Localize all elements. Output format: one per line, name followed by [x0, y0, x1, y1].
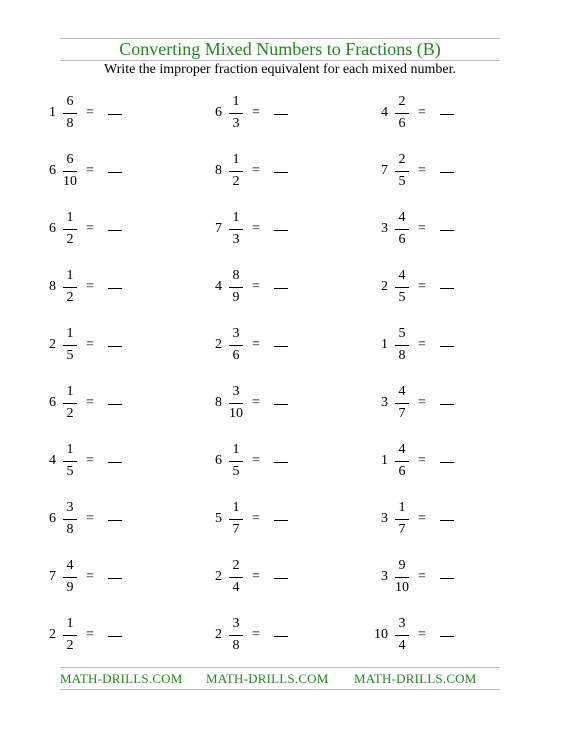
fraction: [392, 92, 412, 136]
denominator: 8: [66, 116, 74, 131]
fraction: [226, 92, 246, 136]
numerator: 8: [232, 268, 240, 283]
denominator: 8: [66, 522, 74, 537]
fraction: [226, 440, 246, 484]
fraction: [60, 614, 80, 658]
answer-blank: [108, 230, 122, 231]
fraction: [60, 92, 80, 136]
numerator: 4: [398, 210, 406, 225]
fraction-bar: [229, 403, 243, 404]
whole-number: 8: [215, 395, 222, 410]
whole-number: 1: [381, 453, 388, 468]
mixed-number-problem: [202, 498, 332, 542]
mixed-number-problem: [36, 266, 166, 310]
mixed-number-problem: [368, 556, 498, 600]
fraction-bar: [229, 519, 243, 520]
answer-blank: [108, 404, 122, 405]
fraction-bar: [395, 229, 409, 230]
fraction-bar: [63, 635, 77, 636]
equals-sign: =: [252, 221, 260, 236]
whole-number: 6: [49, 163, 56, 178]
fraction-bar: [229, 229, 243, 230]
answer-blank: [108, 462, 122, 463]
mixed-number-problem: [202, 92, 332, 136]
equals-sign: =: [252, 105, 260, 120]
fraction: [60, 498, 80, 542]
answer-blank: [440, 636, 454, 637]
answer-blank: [108, 520, 122, 521]
whole-number: 4: [215, 279, 222, 294]
whole-number: 2: [381, 279, 388, 294]
equals-sign: =: [86, 569, 94, 584]
denominator: 10: [229, 406, 243, 421]
numerator: 3: [398, 616, 406, 631]
answer-blank: [108, 636, 122, 637]
answer-blank: [108, 114, 122, 115]
numerator: 1: [66, 268, 74, 283]
mixed-number-problem: [36, 498, 166, 542]
equals-sign: =: [418, 163, 426, 178]
answer-blank: [274, 346, 288, 347]
fraction: [392, 556, 412, 600]
fraction: [226, 150, 246, 194]
mixed-number-problem: [202, 266, 332, 310]
mixed-number-problem: [368, 92, 498, 136]
equals-sign: =: [418, 627, 426, 642]
equals-sign: =: [252, 279, 260, 294]
equals-sign: =: [86, 105, 94, 120]
numerator: 1: [66, 442, 74, 457]
denominator: 5: [398, 174, 406, 189]
denominator: 5: [232, 464, 240, 479]
answer-blank: [440, 230, 454, 231]
answer-blank: [440, 346, 454, 347]
numerator: 1: [66, 616, 74, 631]
mixed-number-problem: [368, 266, 498, 310]
equals-sign: =: [418, 511, 426, 526]
equals-sign: =: [418, 337, 426, 352]
numerator: 1: [232, 94, 240, 109]
equals-sign: =: [86, 221, 94, 236]
mixed-number-problem: [368, 498, 498, 542]
equals-sign: =: [418, 221, 426, 236]
denominator: 9: [66, 580, 74, 595]
equals-sign: =: [252, 627, 260, 642]
numerator: 2: [398, 152, 406, 167]
equals-sign: =: [418, 453, 426, 468]
fraction: [60, 208, 80, 252]
footer-divider-bottom: [60, 689, 500, 690]
fraction-bar: [63, 287, 77, 288]
mixed-number-problem: [202, 150, 332, 194]
fraction-bar: [229, 461, 243, 462]
whole-number: 6: [49, 221, 56, 236]
numerator: 1: [66, 384, 74, 399]
fraction: [392, 614, 412, 658]
fraction: [392, 382, 412, 426]
fraction-bar: [63, 577, 77, 578]
fraction: [60, 556, 80, 600]
mixed-number-problem: [202, 614, 332, 658]
numerator: 4: [66, 558, 74, 573]
answer-blank: [440, 404, 454, 405]
answer-blank: [440, 288, 454, 289]
mixed-number-problem: [368, 150, 498, 194]
numerator: 9: [398, 558, 406, 573]
fraction: [60, 150, 80, 194]
mixed-number-problem: [36, 92, 166, 136]
denominator: 3: [232, 232, 240, 247]
fraction-bar: [63, 345, 77, 346]
worksheet-instructions: Write the improper fraction equivalent for each mixed number.: [103, 62, 457, 77]
denominator: 4: [232, 580, 240, 595]
denominator: 7: [398, 522, 406, 537]
footer-brand-1: MATH-DRILLS.COM: [60, 671, 183, 686]
fraction-bar: [63, 229, 77, 230]
fraction: [60, 382, 80, 426]
numerator: 1: [398, 500, 406, 515]
answer-blank: [274, 288, 288, 289]
equals-sign: =: [418, 569, 426, 584]
answer-blank: [440, 520, 454, 521]
whole-number: 2: [215, 569, 222, 584]
equals-sign: =: [252, 337, 260, 352]
fraction-bar: [63, 403, 77, 404]
fraction-bar: [395, 113, 409, 114]
equals-sign: =: [418, 395, 426, 410]
answer-blank: [440, 172, 454, 173]
numerator: 6: [66, 94, 74, 109]
fraction-bar: [395, 635, 409, 636]
answer-blank: [274, 520, 288, 521]
whole-number: 3: [381, 511, 388, 526]
fraction-bar: [395, 519, 409, 520]
fraction: [226, 324, 246, 368]
mixed-number-problem: [368, 614, 498, 658]
numerator: 1: [66, 326, 74, 341]
equals-sign: =: [86, 163, 94, 178]
denominator: 6: [232, 348, 240, 363]
denominator: 5: [398, 290, 406, 305]
fraction-bar: [395, 403, 409, 404]
whole-number: 2: [49, 337, 56, 352]
mixed-number-problem: [36, 440, 166, 484]
numerator: 3: [232, 616, 240, 631]
whole-number: 6: [49, 511, 56, 526]
worksheet-title: Converting Mixed Numbers to Fractions (B): [119, 39, 441, 59]
whole-number: 7: [381, 163, 388, 178]
whole-number: 6: [215, 453, 222, 468]
fraction-bar: [395, 577, 409, 578]
numerator: 1: [232, 152, 240, 167]
answer-blank: [274, 172, 288, 173]
whole-number: 2: [49, 627, 56, 642]
equals-sign: =: [252, 163, 260, 178]
equals-sign: =: [86, 453, 94, 468]
whole-number: 4: [49, 453, 56, 468]
numerator: 3: [232, 384, 240, 399]
mixed-number-problem: [36, 324, 166, 368]
fraction-bar: [63, 171, 77, 172]
mixed-number-problem: [368, 208, 498, 252]
fraction-bar: [395, 461, 409, 462]
fraction-bar: [395, 287, 409, 288]
footer-brand-3: MATH-DRILLS.COM: [354, 671, 477, 686]
denominator: 8: [398, 348, 406, 363]
fraction: [392, 324, 412, 368]
equals-sign: =: [252, 511, 260, 526]
whole-number: 7: [49, 569, 56, 584]
fraction: [226, 556, 246, 600]
fraction-bar: [63, 519, 77, 520]
mixed-number-problem: [36, 150, 166, 194]
answer-blank: [440, 578, 454, 579]
answer-blank: [274, 404, 288, 405]
numerator: 1: [232, 210, 240, 225]
denominator: 6: [398, 116, 406, 131]
denominator: 9: [232, 290, 240, 305]
whole-number: 3: [381, 395, 388, 410]
whole-number: 3: [381, 569, 388, 584]
denominator: 2: [66, 406, 74, 421]
answer-blank: [108, 172, 122, 173]
fraction: [392, 498, 412, 542]
equals-sign: =: [86, 511, 94, 526]
fraction-bar: [63, 113, 77, 114]
denominator: 2: [66, 638, 74, 653]
equals-sign: =: [252, 395, 260, 410]
mixed-number-problem: [36, 614, 166, 658]
fraction-bar: [63, 461, 77, 462]
denominator: 2: [232, 174, 240, 189]
footer-brand-2: MATH-DRILLS.COM: [206, 671, 329, 686]
numerator: 3: [66, 500, 74, 515]
fraction: [226, 498, 246, 542]
fraction: [226, 208, 246, 252]
numerator: 1: [232, 442, 240, 457]
answer-blank: [108, 288, 122, 289]
whole-number: 7: [215, 221, 222, 236]
answer-blank: [274, 636, 288, 637]
mixed-number-problem: [202, 324, 332, 368]
fraction: [226, 382, 246, 426]
mixed-number-problem: [368, 382, 498, 426]
answer-blank: [274, 114, 288, 115]
numerator: 4: [398, 268, 406, 283]
answer-blank: [440, 114, 454, 115]
denominator: 5: [66, 464, 74, 479]
numerator: 4: [398, 384, 406, 399]
whole-number: 4: [381, 105, 388, 120]
fraction-bar: [229, 113, 243, 114]
whole-number: 2: [215, 627, 222, 642]
denominator: 7: [232, 522, 240, 537]
mixed-number-problem: [368, 440, 498, 484]
fraction-bar: [229, 635, 243, 636]
numerator: 5: [398, 326, 406, 341]
mixed-number-problem: [202, 382, 332, 426]
answer-blank: [108, 578, 122, 579]
equals-sign: =: [418, 279, 426, 294]
equals-sign: =: [86, 627, 94, 642]
equals-sign: =: [418, 105, 426, 120]
fraction-bar: [229, 171, 243, 172]
whole-number: 2: [215, 337, 222, 352]
mixed-number-problem: [202, 556, 332, 600]
denominator: 10: [395, 580, 409, 595]
numerator: 1: [232, 500, 240, 515]
denominator: 5: [66, 348, 74, 363]
fraction: [60, 440, 80, 484]
denominator: 3: [232, 116, 240, 131]
fraction: [226, 614, 246, 658]
mixed-number-problem: [36, 556, 166, 600]
fraction: [60, 324, 80, 368]
whole-number: 8: [215, 163, 222, 178]
footer-divider-top: [60, 667, 500, 668]
whole-number: 1: [381, 337, 388, 352]
mixed-number-problem: [202, 208, 332, 252]
mixed-number-problem: [368, 324, 498, 368]
fraction-bar: [229, 345, 243, 346]
denominator: 7: [398, 406, 406, 421]
denominator: 6: [398, 232, 406, 247]
equals-sign: =: [252, 569, 260, 584]
whole-number: 1: [49, 105, 56, 120]
mixed-number-problem: [202, 440, 332, 484]
whole-number: 10: [374, 627, 388, 642]
whole-number: 8: [49, 279, 56, 294]
equals-sign: =: [86, 279, 94, 294]
fraction-bar: [229, 577, 243, 578]
fraction-bar: [229, 287, 243, 288]
fraction: [392, 208, 412, 252]
denominator: 2: [66, 290, 74, 305]
whole-number: 6: [49, 395, 56, 410]
denominator: 8: [232, 638, 240, 653]
numerator: 4: [398, 442, 406, 457]
answer-blank: [440, 462, 454, 463]
fraction: [392, 150, 412, 194]
answer-blank: [274, 462, 288, 463]
equals-sign: =: [86, 395, 94, 410]
equals-sign: =: [252, 453, 260, 468]
denominator: 10: [63, 174, 77, 189]
answer-blank: [108, 346, 122, 347]
denominator: 6: [398, 464, 406, 479]
whole-number: 3: [381, 221, 388, 236]
denominator: 4: [398, 638, 406, 653]
numerator: 2: [398, 94, 406, 109]
fraction-bar: [395, 345, 409, 346]
numerator: 3: [232, 326, 240, 341]
mixed-number-problem: [36, 208, 166, 252]
fraction: [60, 266, 80, 310]
whole-number: 6: [215, 105, 222, 120]
whole-number: 5: [215, 511, 222, 526]
numerator: 6: [66, 152, 74, 167]
denominator: 2: [66, 232, 74, 247]
fraction: [392, 440, 412, 484]
numerator: 1: [66, 210, 74, 225]
fraction: [392, 266, 412, 310]
numerator: 2: [232, 558, 240, 573]
fraction-bar: [395, 171, 409, 172]
fraction: [226, 266, 246, 310]
mixed-number-problem: [36, 382, 166, 426]
equals-sign: =: [86, 337, 94, 352]
answer-blank: [274, 578, 288, 579]
answer-blank: [274, 230, 288, 231]
